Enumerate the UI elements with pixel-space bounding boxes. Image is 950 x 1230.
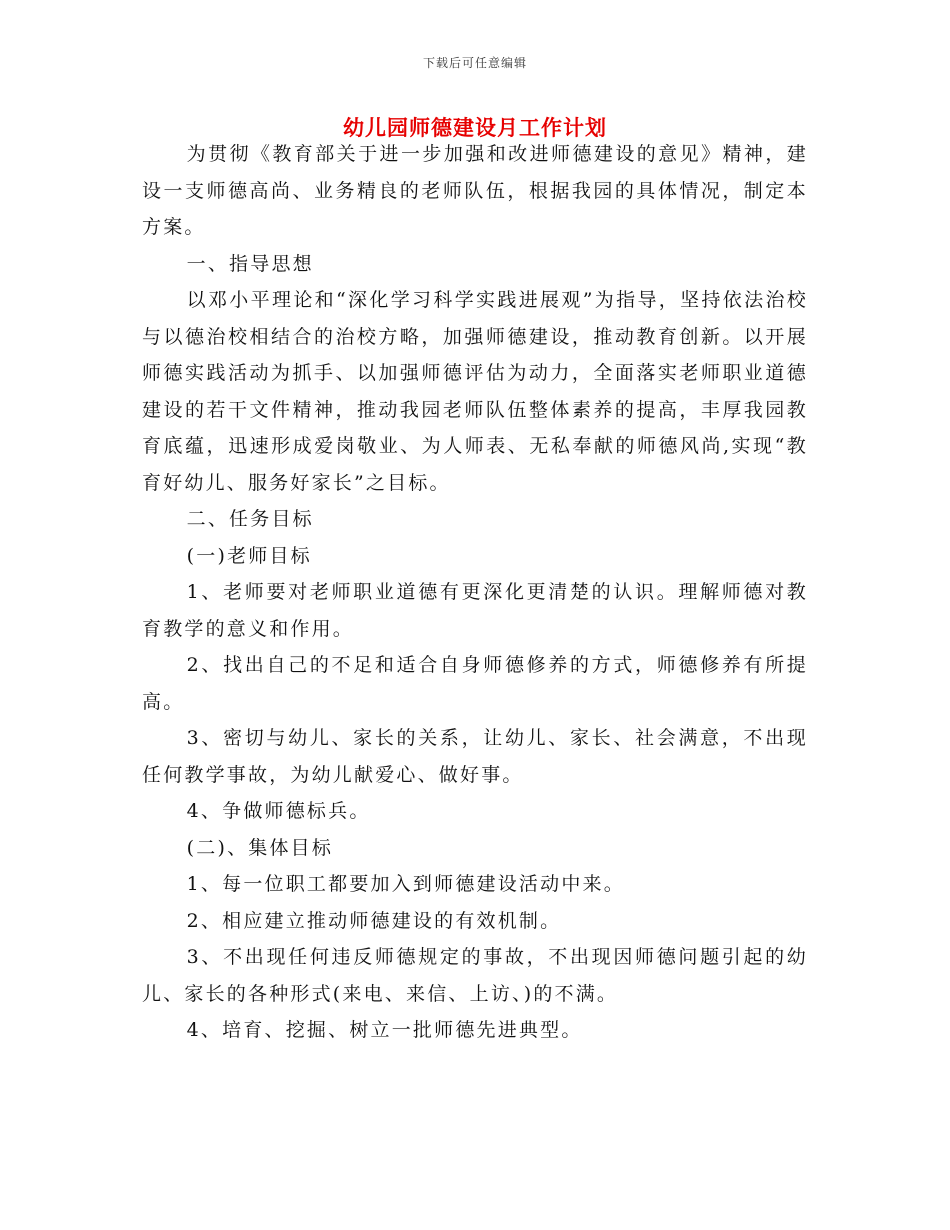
- list-item: 3、密切与幼儿、家长的关系，让幼儿、家长、社会满意，不出现任何教学事故，为幼儿献爱心、做好事。: [142, 727, 808, 786]
- list-item: 1、老师要对老师职业道德有更深化更清楚的认识。理解师德对教育教学的意义和作用。: [142, 581, 808, 640]
- list-item: 3、不出现任何违反师德规定的事故，不出现因师德问题引起的幼儿、家长的各种形式(来电、来信、上访、)的不满。: [142, 946, 808, 1005]
- subheading-teacher-goals: (一)老师目标: [186, 544, 312, 567]
- paragraph-intro: 为贯彻《教育部关于进一步加强和改进师德建设的意见》精神，建设一支师德高尚、业务精良的老师队伍，根据我园的具体情况，制定本方案。: [142, 143, 808, 238]
- list-item: 2、找出自己的不足和适合自身师德修养的方式，师德修养有所提高。: [142, 654, 808, 713]
- list-item: 2、相应建立推动师德建设的有效机制。: [186, 909, 562, 932]
- list-item: 1、每一位职工都要加入到师德建设活动中来。: [186, 873, 625, 895]
- subheading-collective-goals: (二)、集体目标: [186, 836, 334, 859]
- section-heading-guiding-ideology: 一、指导思想: [186, 252, 314, 275]
- page-title: 幼儿园师德建设月工作计划: [343, 115, 607, 140]
- section-heading-task-goals: 二、任务目标: [186, 508, 314, 530]
- header-note: 下载后可任意编辑: [422, 56, 527, 70]
- list-item: 4、培育、挖掘、树立一批师德先进典型。: [186, 1019, 583, 1041]
- paragraph-guiding-ideology: 以邓小平理论和“深化学习科学实践进展观”为指导，坚持依法治校与以德治校相结合的治校方略，加强师德建设，推动教育创新。以开展师德实践活动为抓手、以加强师德评估为动力，全面落实老师职业道德建设的若干文件精神，推动我园老师队伍整体素养的提高，丰厚我园教育底蕴，迅速形成爱岗敬业、为人师表、无私奉献的师德风尚,实现“教育好幼儿、服务好家长”之目标。: [142, 289, 808, 494]
- list-item: 4、争做师德标兵。: [186, 800, 371, 822]
- document-body: [142, 136, 808, 1049]
